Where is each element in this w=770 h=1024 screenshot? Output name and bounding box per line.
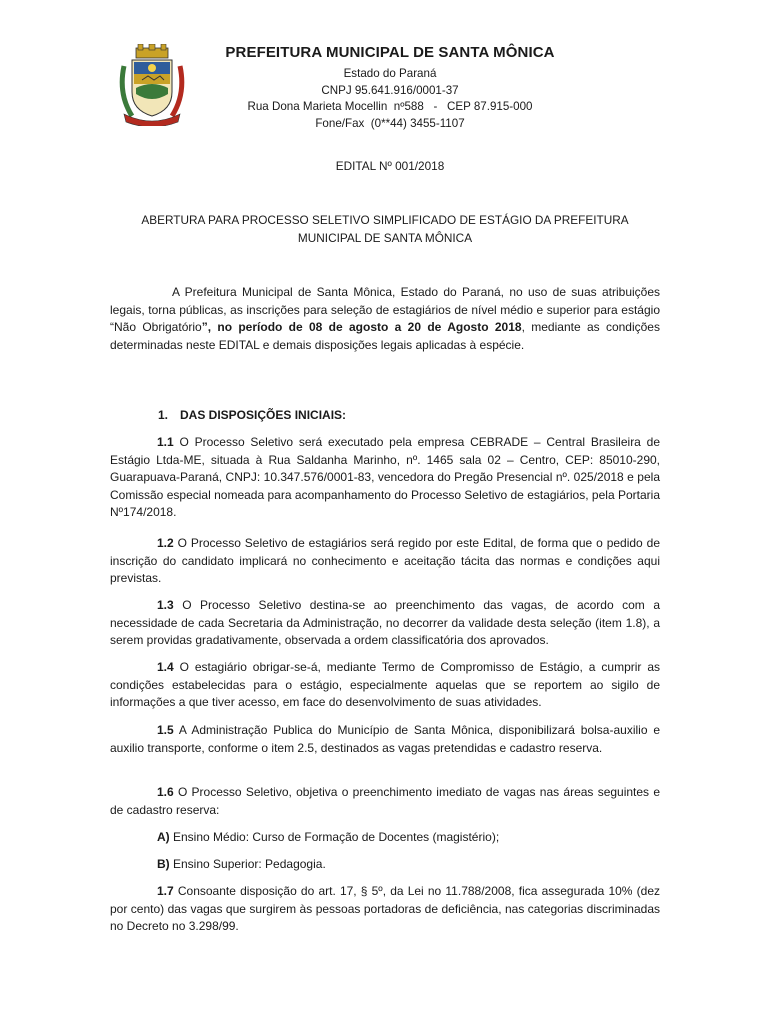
clause-number: 1.4 bbox=[157, 660, 174, 674]
header-title: PREFEITURA MUNICIPAL DE SANTA MÔNICA bbox=[225, 44, 555, 61]
clause-option-b bbox=[157, 856, 657, 874]
clause-number: 1.5 bbox=[157, 723, 174, 737]
intro-period: ”, no período de 08 de agosto a 20 de Agosto 2018 bbox=[201, 320, 522, 334]
header-state: Estado do Paraná bbox=[343, 67, 437, 80]
intro-text: A Prefeitura Municipal de Santa Mônica, Estado do Paraná, no uso de suas atribuições legais, torna públicas, as inscrições para seleção de estagiários de nível médio e superior para estágio “Não Obrigatório bbox=[110, 285, 660, 334]
clause-1-5 bbox=[110, 722, 660, 757]
clause-text: O Processo Seletivo, objetiva o preenchimento imediato de vagas nas áreas seguintes e de cadastro reserva: bbox=[110, 785, 660, 817]
clause-text: A Administração Publica do Município de Santa Mônica, disponibilizará bolsa-auxilio e auxilio transporte, conforme o item 2.5, destinados as vagas pretendidas e cadastro reserva. bbox=[110, 723, 660, 755]
clause-number: 1.2 bbox=[157, 536, 174, 550]
intro-text-end: , mediante as condições determinadas neste EDITAL e demais disposições legais aplicadas à espécie. bbox=[110, 320, 660, 352]
section-title bbox=[158, 408, 346, 422]
header-phone: Fone/Fax (0**44) 3455-1107 bbox=[315, 117, 465, 130]
clause-number: 1.3 bbox=[157, 598, 174, 612]
header-cnpj: CNPJ 95.641.916/0001-37 bbox=[321, 84, 459, 97]
intro-paragraph bbox=[110, 284, 660, 354]
clause-number: 1.6 bbox=[157, 785, 174, 799]
option-letter: A) bbox=[157, 830, 170, 844]
clause-1-1 bbox=[110, 434, 660, 522]
clause-text: O Processo Seletivo destina-se ao preenchimento das vagas, de acordo com a necessidade de cada Secretaria da Administração, no decorrer da validade desta seleção (item 1.8), a serem providas gradativamente, observada a ordem classificatória dos aprovados. bbox=[110, 598, 660, 647]
document-subject: ABERTURA PARA PROCESSO SELETIVO SIMPLIFICADO DE ESTÁGIO DA PREFEITURA MUNICIPAL DE SANTA MÔNICA bbox=[141, 213, 629, 245]
option-text: Ensino Médio: Curso de Formação de Docentes (magistério); bbox=[169, 830, 500, 844]
clause-1-7 bbox=[110, 883, 660, 936]
clause-1-4 bbox=[110, 659, 660, 712]
clause-text: O Processo Seletivo será executado pela empresa CEBRADE – Central Brasileira de Estágio Ltda-ME, situada à Rua Saldanha Marinho, nº. 1465 sala 02 – Centro, CEP: 85010-290, Guarapuava-Paraná, CNPJ: 10.347.576/0001-83, vencedora do Pregão Presencial nº. 025/2018 e pela Comissão especial nomeada para acompanhamento do Processo Seletivo de estagiários, pela Portaria Nº174/2018. bbox=[110, 435, 660, 519]
clause-text: O estagiário obrigar-se-á, mediante Termo de Compromisso de Estágio, a cumprir as condições estabelecidas para o estágio, especialmente aquelas que se reportem ao sigilo de informações a que tiver acesso, em face do desenvolvimento de suas atividades. bbox=[110, 660, 660, 709]
clause-text: O Processo Seletivo de estagiários será regido por este Edital, de forma que o pedido de inscrição do candidato implicará no conhecimento e aceitação tácita das normas e condições aqui previstas. bbox=[110, 536, 660, 585]
clause-1-6 bbox=[110, 784, 660, 819]
clause-1-3 bbox=[110, 597, 660, 650]
clause-number: 1.7 bbox=[157, 884, 174, 898]
clause-number: 1.1 bbox=[157, 435, 174, 449]
header-address: Rua Dona Marieta Mocellin nº588 - CEP 87.915-000 bbox=[247, 100, 533, 113]
section-heading: DAS DISPOSIÇÕES INICIAIS: bbox=[180, 408, 347, 422]
option-text: Ensino Superior: Pedagogia. bbox=[169, 857, 326, 871]
clause-option-a bbox=[157, 829, 657, 847]
edital-number: EDITAL Nº 001/2018 bbox=[335, 159, 445, 173]
section-number: 1. bbox=[158, 408, 169, 422]
municipal-coat-of-arms-icon bbox=[118, 44, 186, 126]
option-letter: B) bbox=[157, 857, 170, 871]
clause-1-2 bbox=[110, 535, 660, 588]
clause-text: Consoante disposição do art. 17, § 5º, da Lei no 11.788/2008, fica assegurada 10% (dez por cento) das vagas que surgirem às pessoas portadoras de deficiência, nas categorias discriminadas no Decreto no 3.298/99. bbox=[110, 884, 660, 933]
